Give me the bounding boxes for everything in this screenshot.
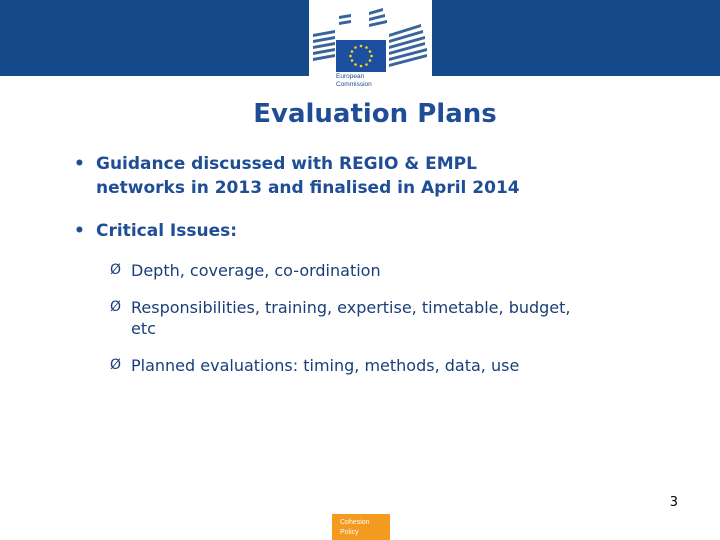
sub-item-text: Responsibilities, training, expertise, timetable, budget,: [131, 298, 571, 317]
sub-item-text: Planned evaluations: timing, methods, data, use: [131, 356, 520, 375]
sub-item-text: etc: [131, 319, 156, 338]
bullet-item-1: [74, 152, 674, 200]
badge-line-2: Policy: [340, 529, 359, 536]
sub-item-1: [110, 260, 650, 281]
sub-item-text: Depth, coverage, co-ordination: [131, 261, 381, 280]
cohesion-policy-badge: [332, 514, 390, 540]
logo-line-2: Commission: [336, 80, 372, 88]
bullet-item-2: [74, 219, 674, 243]
sub-item-2: [110, 297, 650, 339]
bullet-marker: •: [74, 221, 85, 241]
bullet-text-line: Critical Issues:: [96, 221, 238, 241]
bullet-text-line: networks in 2013 and finalised in April 2014: [96, 178, 520, 198]
logo-line-1: European: [336, 73, 365, 80]
arrow-bullet-icon: Ø: [110, 299, 122, 315]
bullet-marker: •: [74, 154, 85, 174]
european-commission-logo: [309, 0, 432, 97]
slide-title: Evaluation Plans: [253, 99, 497, 129]
badge-line-1: Cohesion: [340, 519, 370, 526]
logo-wordmark: [336, 73, 372, 88]
sub-item-3: [110, 355, 650, 376]
page-number: 3: [669, 495, 678, 510]
bullet-text-line: Guidance discussed with REGIO & EMPL: [96, 154, 477, 174]
arrow-bullet-icon: Ø: [110, 357, 122, 373]
arrow-bullet-icon: Ø: [110, 262, 122, 278]
